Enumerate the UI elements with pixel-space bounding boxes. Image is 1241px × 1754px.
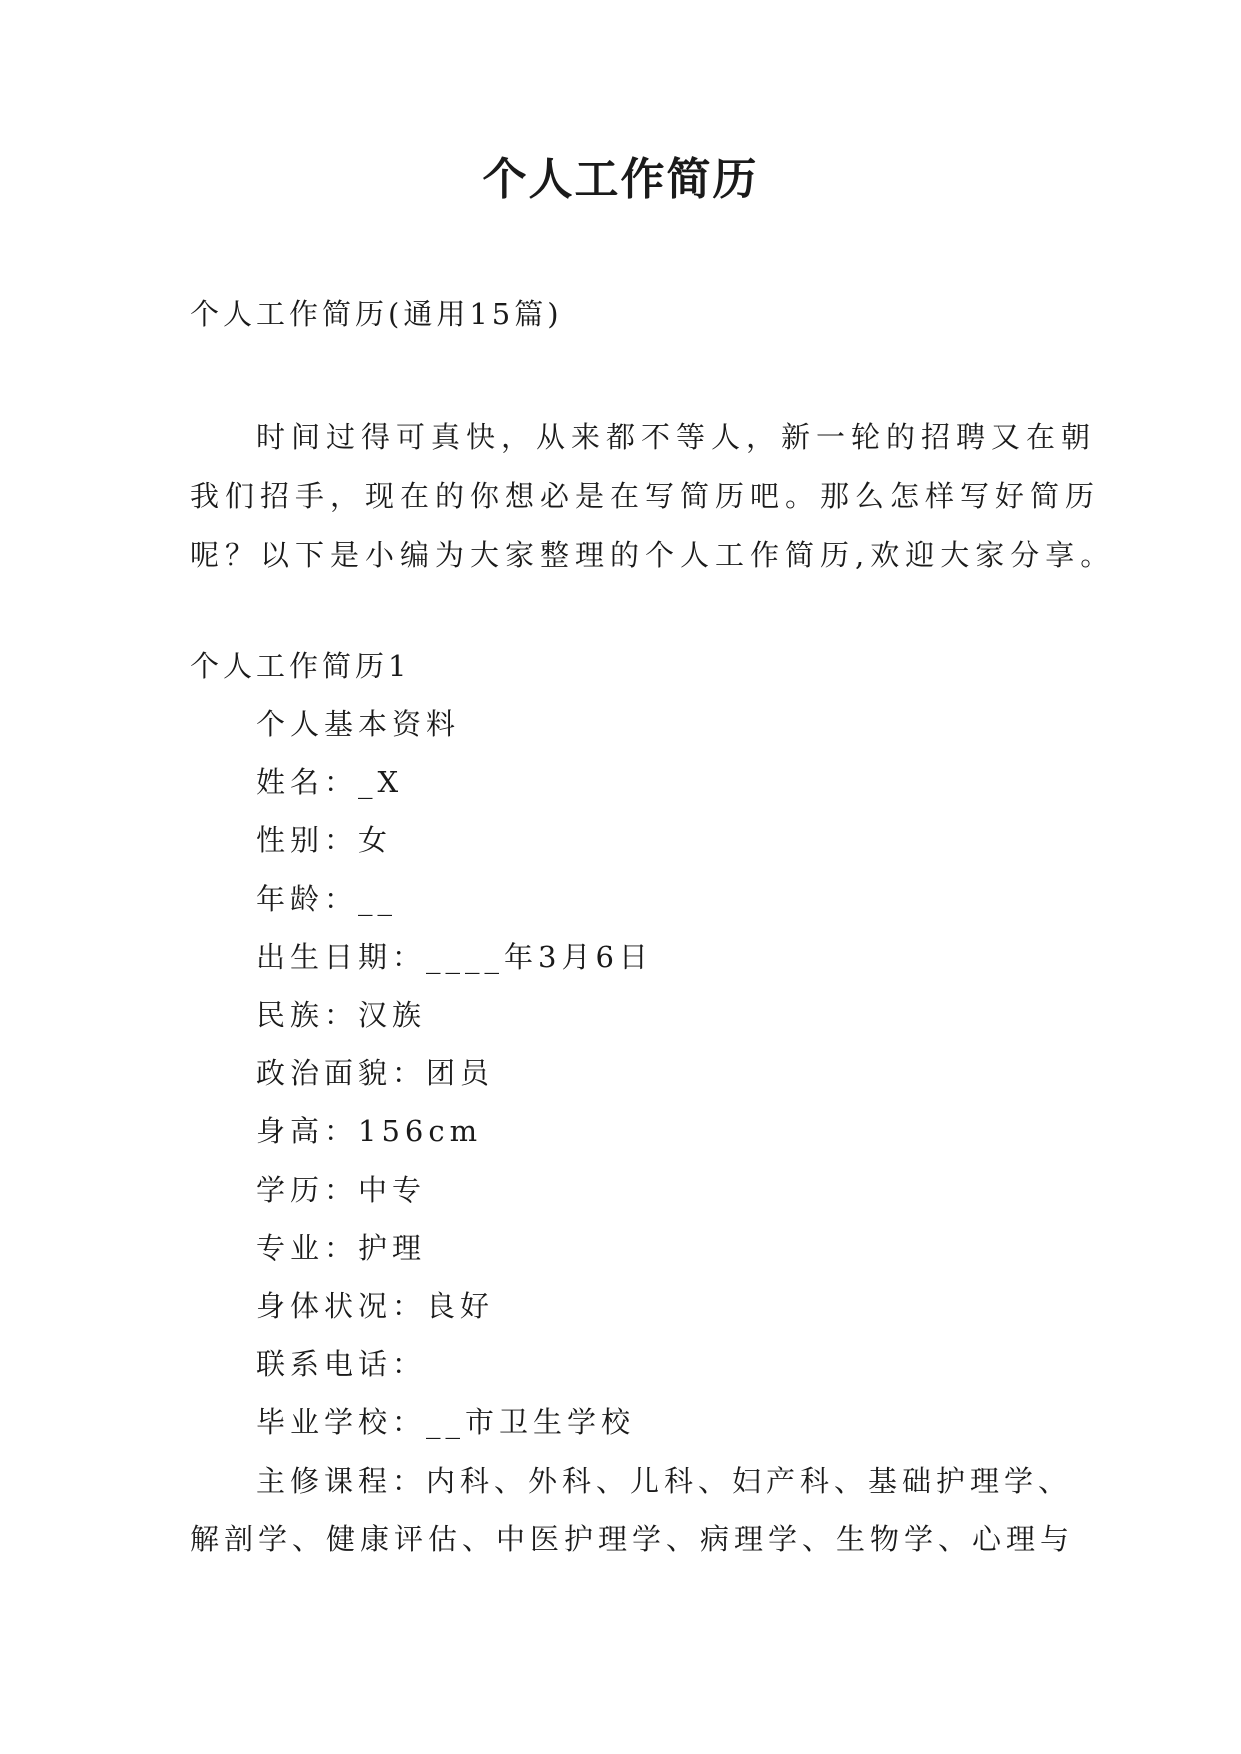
resume-field: 身高：156cm (256, 1114, 483, 1149)
resume-field: 学历：中专 (256, 1172, 427, 1207)
resume-field: 联系电话： (256, 1347, 427, 1382)
resume-field: 毕业学校：__市卫生学校 (256, 1405, 636, 1440)
resume-field: 政治面貌：团员 (256, 1056, 495, 1091)
resume-field: 姓名：_X (256, 765, 404, 800)
resume-field: 专业：护理 (256, 1230, 427, 1265)
resume-field: 个人基本资料 (256, 707, 461, 741)
resume-field: 民族：汉族 (256, 997, 427, 1032)
resume-field: 身体状况：良好 (256, 1288, 495, 1323)
intro-paragraph (190, 408, 1116, 585)
courses-line: 解剖学、健康评估、中医护理学、病理学、生物学、心理与 (190, 1522, 1075, 1556)
section-heading: 个人工作简历1 (190, 649, 411, 683)
intro-line: 时间过得可真快，从来都不等人，新一轮的招聘又在朝 (256, 420, 1097, 454)
resume-field: 出生日期：____年3月6日 (256, 939, 653, 974)
courses-paragraph (190, 1452, 1075, 1568)
resume-field: 年龄：__ (256, 881, 398, 916)
document-subtitle: 个人工作简历(通用15篇) (190, 297, 563, 331)
intro-line: 我们招手，现在的你想必是在写简历吧。那么怎样写好简历 (190, 479, 1101, 513)
resume-field: 性别：女 (256, 823, 393, 858)
document-title: 个人工作简历 (482, 154, 759, 205)
resume-field-list (256, 704, 653, 1460)
courses-line: 主修课程：内科、外科、儿科、妇产科、基础护理学、 (256, 1464, 1073, 1498)
intro-line: 呢？以下是小编为大家整理的个人工作简历,欢迎大家分享。 (190, 538, 1116, 572)
